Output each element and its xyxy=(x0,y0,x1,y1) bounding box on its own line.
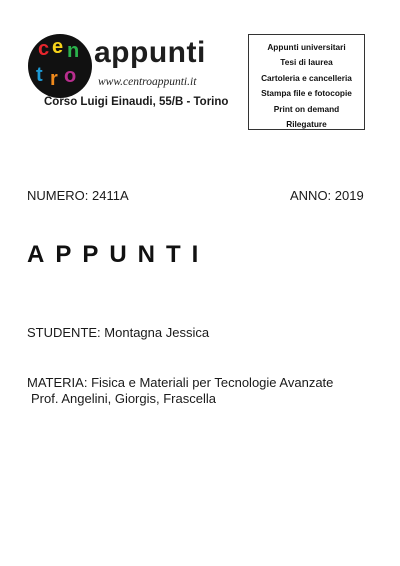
centroappunti-logo xyxy=(28,32,218,102)
service-item: Tesi di laurea xyxy=(280,57,333,68)
logo-letter-o: o xyxy=(64,65,77,87)
logo-circle-icon xyxy=(28,34,92,98)
logo-letter-e: e xyxy=(52,36,64,58)
anno-field xyxy=(290,188,364,203)
logo-brand-text: appunti xyxy=(94,36,206,69)
studente-field xyxy=(27,325,209,340)
numero-label: NUMERO: xyxy=(27,188,89,203)
materia-label: MATERIA: xyxy=(27,375,88,390)
professori-line: Prof. Angelini, Giorgis, Frascella xyxy=(31,391,216,406)
services-box xyxy=(248,34,365,130)
service-item: Cartoleria e cancelleria xyxy=(261,72,352,83)
shop-address: Corso Luigi Einaudi, 55/B - Torino xyxy=(44,96,229,108)
numero-value: 2411A xyxy=(92,188,129,203)
service-item: Stampa file e fotocopie xyxy=(261,88,352,99)
anno-label: ANNO: xyxy=(290,188,332,203)
service-item: Print on demand xyxy=(273,103,340,114)
anno-value: 2019 xyxy=(334,188,364,203)
logo-letter-t: t xyxy=(36,64,43,86)
materia-field xyxy=(27,375,333,390)
logo-letter-r: r xyxy=(50,68,58,90)
service-item: Appunti universitari xyxy=(267,42,346,52)
service-item: Rilegature xyxy=(286,119,327,130)
studente-value: Montagna Jessica xyxy=(104,325,210,340)
materia-value: Fisica e Materiali per Tecnologie Avanzate xyxy=(91,375,334,390)
logo-letter-c: c xyxy=(38,38,50,60)
numero-field xyxy=(27,188,129,203)
studente-label: STUDENTE: xyxy=(27,325,101,340)
logo-letter-n: n xyxy=(67,40,80,62)
document-title: APPUNTI xyxy=(27,241,210,268)
logo-url: www.centroappunti.it xyxy=(98,76,197,88)
